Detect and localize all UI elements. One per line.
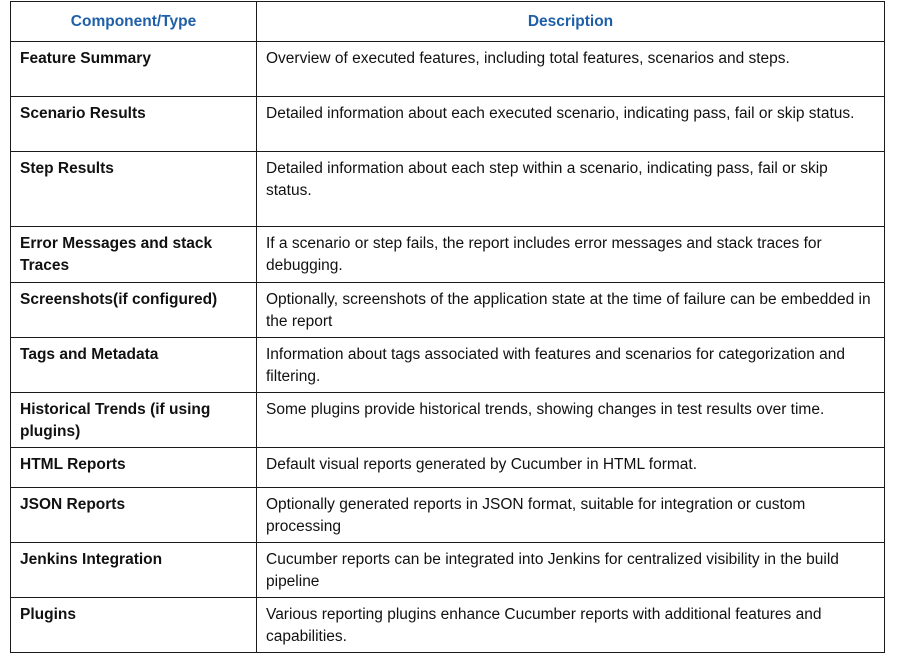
- report-components-table: [10, 1, 885, 653]
- table-header-row: [11, 2, 885, 42]
- description-cell: If a scenario or step fails, the report includes error messages and stack traces for debugging.: [257, 227, 885, 283]
- description-cell: Optionally generated reports in JSON format, suitable for integration or custom processing: [257, 488, 885, 543]
- description-cell: Overview of executed features, including total features, scenarios and steps.: [257, 42, 885, 97]
- component-cell: Screenshots(if configured): [11, 283, 257, 338]
- table-row: [11, 338, 885, 393]
- description-cell: Detailed information about each step within a scenario, indicating pass, fail or skip status.: [257, 152, 885, 227]
- description-cell: Default visual reports generated by Cucumber in HTML format.: [257, 448, 885, 488]
- table-row: [11, 488, 885, 543]
- component-cell: HTML Reports: [11, 448, 257, 488]
- table-row: [11, 448, 885, 488]
- description-cell: Cucumber reports can be integrated into Jenkins for centralized visibility in the build pipeline: [257, 543, 885, 598]
- table-row: [11, 393, 885, 448]
- component-cell: Error Messages and stack Traces: [11, 227, 257, 283]
- description-cell: Various reporting plugins enhance Cucumber reports with additional features and capabilities.: [257, 598, 885, 653]
- table-row: [11, 97, 885, 152]
- description-cell: Detailed information about each executed scenario, indicating pass, fail or skip status.: [257, 97, 885, 152]
- description-cell: Information about tags associated with features and scenarios for categorization and filtering.: [257, 338, 885, 393]
- component-cell: Step Results: [11, 152, 257, 227]
- component-cell: Feature Summary: [11, 42, 257, 97]
- component-cell: Scenario Results: [11, 97, 257, 152]
- table-row: [11, 42, 885, 97]
- table-row: [11, 543, 885, 598]
- table-row: [11, 152, 885, 227]
- description-cell: Optionally, screenshots of the application state at the time of failure can be embedded in the report: [257, 283, 885, 338]
- description-cell: Some plugins provide historical trends, showing changes in test results over time.: [257, 393, 885, 448]
- column-header-description: Description: [257, 2, 885, 42]
- column-header-component: Component/Type: [11, 2, 257, 42]
- component-cell: Jenkins Integration: [11, 543, 257, 598]
- table-row: [11, 283, 885, 338]
- component-cell: Plugins: [11, 598, 257, 653]
- component-cell: Historical Trends (if using plugins): [11, 393, 257, 448]
- table-row: [11, 227, 885, 283]
- component-cell: JSON Reports: [11, 488, 257, 543]
- component-cell: Tags and Metadata: [11, 338, 257, 393]
- table-row: [11, 598, 885, 653]
